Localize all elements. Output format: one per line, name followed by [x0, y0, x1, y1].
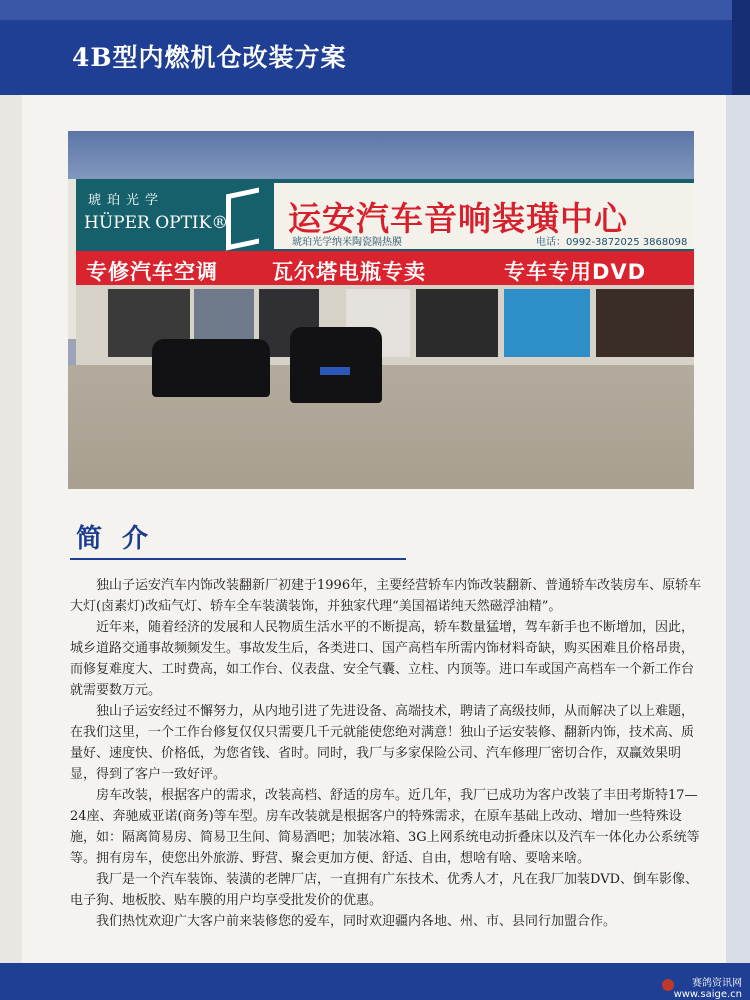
sign-logo-english: HÜPER OPTIK®	[84, 213, 229, 233]
red-banner	[76, 251, 694, 285]
store-sign	[76, 179, 694, 251]
watermark-line: 赛鸽资讯网	[692, 978, 742, 989]
sign-main-text: 运安汽车音响装璜中心	[288, 199, 628, 238]
left-margin	[0, 95, 22, 965]
license-plate	[320, 367, 350, 375]
watermark-icon	[662, 979, 674, 991]
paragraph: 我厂是一个汽车装饰、装潢的老牌厂店，一直拥有广东技术、优秀人才，凡在我厂加装DVD、倒车影像、电子狗、地板胶、贴车膜的用户均享受批发价的优惠。	[70, 872, 699, 908]
paragraph: 近年来，随着经济的发展和人民物质生活水平的不断提高，轿车数量猛增，驾车新手也不断增加，因此，城乡道路交通事故频频发生。事故发生后，各类进口、国产高档车所需内饰材料奇缺，购买困难且价格昂贵，而修复难度大、工时费高，如工作台、仪表盘、安全气囊、立柱、内顶等。进口车或国产高档车一个新工作台就需要数万元。	[70, 620, 695, 698]
page-header	[0, 0, 750, 95]
shop-poster	[504, 289, 590, 357]
watermark-line: www.saige.cn	[673, 989, 742, 1000]
sign-phone-text: 电话：0992-3872025 3868098	[536, 237, 688, 248]
paragraph: 独山子运安汽车内饰改装翻新厂初建于1996年，主要经营轿车内饰改装翻新、普通轿车改装房车、原轿车大灯(卤素灯)改疝气灯、轿车全车装潢装饰，并独家代理“美国福诺纯天然磁浮油精”。	[70, 578, 702, 614]
parked-car	[152, 339, 270, 397]
banner-text: 瓦尔塔电瓶专卖	[272, 260, 426, 284]
header-strip	[0, 0, 750, 20]
parked-car	[290, 327, 382, 403]
shop-window	[596, 289, 694, 357]
header-right-bar	[732, 0, 750, 95]
page-title: 4B型内燃机仓改装方案	[72, 43, 347, 72]
watermark	[674, 978, 742, 1000]
paragraph: 房车改装，根据客户的需求，改装高档、舒适的房车。近几年，我厂已成功为客户改装了丰田考斯特17—24座、奔驰威亚诺(商务)等车型。房车改装就是根据客户的特殊需求，在原车基础上改动、增加一些特殊设施，如：隔离简易房、简易卫生间、简易酒吧；加装冰箱、3G上网系统电动折叠床以及汽车一体化办公系统等等。拥有房车，使您出外旅游、野营、聚会更加方便、舒适、自由，想啥有啥、要啥来啥。	[70, 788, 700, 866]
page-footer	[0, 963, 750, 1000]
paragraph: 独山子运安经过不懈努力，从内地引进了先进设备、高端技术，聘请了高级技师，从而解决了以上难题，在我们这里，一个工作台修复仅仅只需要几千元就能使您绝对满意！独山子运安装修、翻新内饰，技术高、质量好、速度快、价格低，为您省钱、省时。同时，我厂与多家保险公司、汽车修理厂密切合作，双赢效果明显，得到了客户一致好评。	[70, 704, 695, 782]
brand-logo-icon	[226, 187, 259, 250]
paragraph: 我们热忱欢迎广大客户前来装修您的爱车，同时欢迎疆内各地、州、市、县同行加盟合作。	[96, 914, 617, 929]
storefront-photo	[68, 131, 694, 489]
section-divider	[70, 558, 406, 560]
sign-sub-text: 琥珀光学纳米陶瓷隔热膜	[292, 237, 402, 248]
banner-text: 专车专用DVD	[504, 260, 647, 284]
section-title: 简介	[76, 524, 169, 554]
banner-text: 专修汽车空调	[86, 260, 218, 284]
garage-door	[416, 289, 498, 357]
intro-body	[70, 575, 706, 932]
sign-logo-chinese: 琥珀光学	[88, 193, 165, 208]
right-margin	[726, 95, 750, 965]
